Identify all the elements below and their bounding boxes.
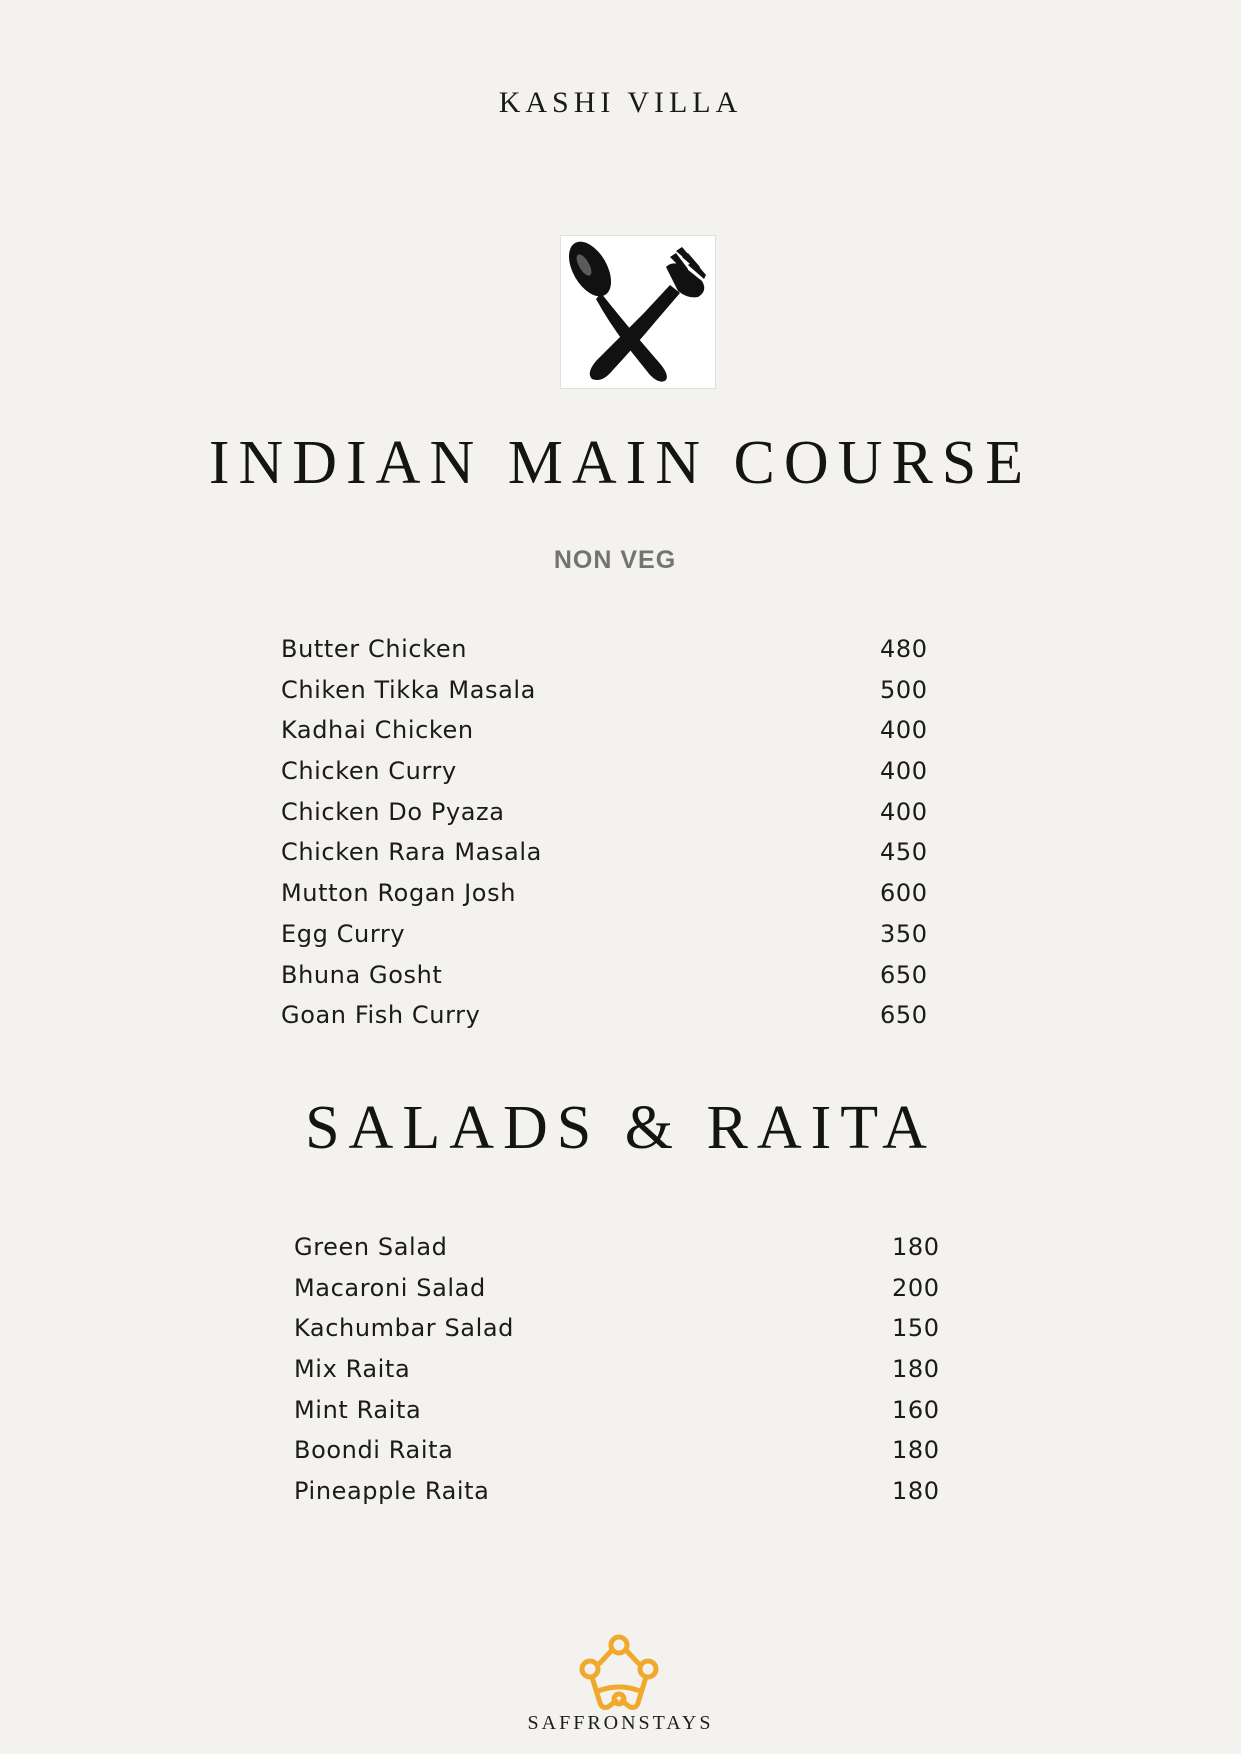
menu-item xyxy=(281,961,941,1002)
item-name: Bhuna Gosht xyxy=(281,960,443,989)
menu-item xyxy=(294,1396,954,1437)
brand-name: KASHI VILLA xyxy=(498,86,743,119)
menu-item xyxy=(294,1436,954,1477)
menu-item xyxy=(281,676,941,717)
item-price: 500 xyxy=(880,675,928,704)
item-name: Boondi Raita xyxy=(294,1436,454,1465)
item-name: Chicken Curry xyxy=(281,757,457,786)
menu-item xyxy=(294,1355,954,1396)
item-name: Kadhai Chicken xyxy=(281,716,474,745)
item-price: 180 xyxy=(892,1477,940,1506)
item-price: 650 xyxy=(880,1001,928,1030)
menu-list-non-veg xyxy=(281,635,941,1042)
section-title-salads-raita: SALADS & RAITA xyxy=(305,1094,936,1162)
item-price: 180 xyxy=(892,1233,940,1261)
menu-item xyxy=(281,920,941,961)
menu-item xyxy=(294,1233,954,1274)
item-price: 350 xyxy=(880,919,928,948)
item-price: 600 xyxy=(880,879,928,908)
item-name: Butter Chicken xyxy=(281,635,468,663)
item-price: 480 xyxy=(880,635,928,663)
menu-list-salads-raita xyxy=(294,1233,954,1518)
menu-item xyxy=(281,635,941,676)
saffronstays-logo-icon xyxy=(578,1633,660,1715)
item-name: Chicken Rara Masala xyxy=(281,838,542,867)
item-price: 200 xyxy=(892,1273,940,1302)
item-price: 180 xyxy=(892,1355,940,1384)
menu-item xyxy=(294,1274,954,1315)
item-price: 150 xyxy=(892,1314,940,1343)
item-price: 400 xyxy=(880,716,928,745)
item-name: Goan Fish Curry xyxy=(281,1001,481,1030)
menu-item xyxy=(294,1477,954,1518)
item-name: Green Salad xyxy=(294,1233,448,1261)
item-name: Kachumbar Salad xyxy=(294,1314,515,1343)
footer-brand-name: SAFFRONSTAYS xyxy=(527,1712,714,1734)
item-name: Chicken Do Pyaza xyxy=(281,797,505,826)
item-price: 450 xyxy=(880,838,928,867)
menu-item xyxy=(281,798,941,839)
item-name: Mint Raita xyxy=(294,1395,422,1424)
spoon-fork-crossed-icon xyxy=(560,235,716,389)
menu-item xyxy=(281,716,941,757)
menu-item xyxy=(281,838,941,879)
item-name: Egg Curry xyxy=(281,919,406,948)
item-price: 650 xyxy=(880,960,928,989)
menu-item xyxy=(281,879,941,920)
item-price: 400 xyxy=(880,757,928,786)
item-name: Pineapple Raita xyxy=(294,1477,490,1506)
menu-item xyxy=(281,1001,941,1042)
item-price: 400 xyxy=(880,797,928,826)
item-name: Mix Raita xyxy=(294,1355,411,1384)
menu-item xyxy=(281,757,941,798)
item-name: Mutton Rogan Josh xyxy=(281,879,517,908)
item-price: 160 xyxy=(892,1395,940,1424)
subheading-non-veg: NON VEG xyxy=(553,546,677,574)
section-title-main-course: INDIAN MAIN COURSE xyxy=(208,429,1033,497)
item-name: Chiken Tikka Masala xyxy=(281,675,536,704)
menu-item xyxy=(294,1314,954,1355)
item-price: 180 xyxy=(892,1436,940,1465)
item-name: Macaroni Salad xyxy=(294,1273,486,1302)
